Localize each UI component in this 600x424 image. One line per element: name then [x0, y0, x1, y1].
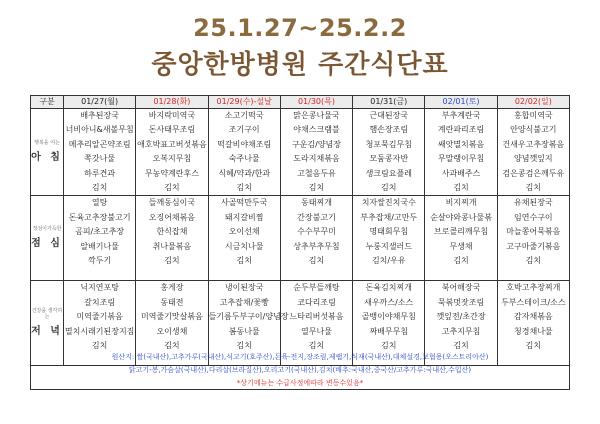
menu-cell — [353, 109, 425, 196]
dish-item: 동태전 — [160, 297, 184, 307]
dish-item: 들기름두부구이/양념장 — [208, 312, 289, 322]
dish-item: 김치 — [381, 182, 397, 192]
dish-item: 무농약계란후스 — [144, 168, 199, 178]
meal-tagline: 건강을 생각하는 — [31, 308, 63, 321]
dish-item: 모둠콩자반 — [369, 154, 409, 164]
dish-item: 계란파리조림 — [437, 125, 485, 135]
dish-item: 조기구이 — [228, 125, 260, 135]
menu-cell — [280, 196, 352, 281]
dish-item: 김치 — [453, 182, 469, 192]
day-header: 01/30(목) — [280, 96, 352, 109]
dish-item: 코다리조림 — [297, 297, 336, 307]
dish-item: 상추부추무침 — [293, 241, 340, 251]
origin-line-1: 원산지: 쌀(국내산),고추가루(국내산),식고기(호주산),돈육-전지,장조림,제랩기,식재(국내산),대체설경,보협용(오스트리아산) — [111, 353, 489, 361]
dish-item: 열탕 — [91, 198, 108, 208]
dish-item: 소고기떡국 — [224, 111, 264, 120]
dish-item: 짜배무무침 — [369, 326, 409, 336]
dish-item: 사과배주스 — [441, 168, 481, 178]
dish-item: 고철음두유 — [297, 168, 336, 178]
dish-item: 돈사태무조림 — [148, 125, 196, 135]
dish-item: 깻잎전/초간장 — [436, 312, 486, 322]
lunch-row — [31, 196, 570, 281]
lunch-label — [31, 196, 64, 281]
dish-item: 취나물볶음 — [152, 241, 192, 251]
dish-item: 맑은콩나물국 — [293, 111, 340, 120]
dish-item: 부추잡채/고만두 — [360, 212, 418, 222]
dish-item: 고추지무침 — [441, 326, 481, 336]
dish-item: 순두부들깨탕 — [293, 283, 340, 293]
menu-cell — [64, 196, 136, 281]
dish-item: 생크림요플레 — [365, 168, 412, 178]
dish-item: 곰피/초고추장 — [75, 227, 125, 237]
dish-item: 고추잡채/꽃빵 — [219, 297, 269, 307]
dish-item: 식혜/약과/한과 — [218, 168, 271, 178]
dish-item: 구운김/양념장 — [291, 139, 342, 149]
dish-item: 청포묵김무침 — [365, 139, 412, 149]
day-header: 01/27(월) — [64, 96, 136, 109]
day-header: 02/02(일) — [497, 96, 569, 109]
dish-item: 검은콩검은깨두유 — [502, 168, 565, 178]
dish-item: 누룽지샐러드 — [365, 241, 412, 251]
dish-item: 안양식불고기 — [510, 125, 557, 135]
day-header: 01/28(화) — [136, 96, 208, 109]
dish-item: 김치 — [164, 340, 180, 350]
dish-item: 김치 — [236, 255, 252, 265]
menu-cell — [136, 196, 208, 281]
dish-item: 햄손장조림 — [369, 125, 409, 135]
dish-item: 치자쌀진치국수 — [361, 198, 416, 208]
dish-item: 김치 — [308, 340, 325, 350]
dish-item: 마늘쫑어묵볶음 — [506, 227, 561, 237]
dish-item: 메추리알곤약조림 — [68, 139, 131, 149]
dish-item: 깍두기 — [88, 255, 112, 265]
dish-item: 청경채나물 — [514, 326, 553, 336]
dish-item: 김치 — [236, 182, 252, 192]
dish-item: 미역줄기볶음 — [76, 312, 123, 322]
dish-item: 브로콜리깨무침 — [433, 227, 489, 237]
dish-item: 쌔앗멸치볶음 — [437, 139, 485, 149]
dish-item: 순살야와콩나물볶 — [430, 212, 492, 222]
dish-item: 시금치나물 — [224, 241, 264, 251]
dish-item: 호박고추장찌개 — [506, 283, 561, 293]
dish-item: 근대된장국 — [369, 111, 409, 120]
dish-item: 김치 — [525, 255, 542, 265]
menu-cell — [425, 109, 497, 196]
dish-item: 홍합미역국 — [514, 111, 553, 120]
day-header: 02/01(토) — [425, 96, 497, 109]
menu-cell — [280, 109, 352, 196]
dish-item: 동태찌개 — [301, 198, 332, 208]
dish-item: 김치 — [525, 182, 542, 192]
dish-item: 애호박표고버섯볶음 — [137, 139, 207, 149]
dish-item: 김치 — [453, 255, 469, 265]
dish-item: 알배기나물 — [80, 241, 119, 251]
dish-item: 무생채 — [449, 241, 473, 251]
corner-header: 구분 — [31, 96, 64, 109]
dish-item: 간장불고기 — [297, 212, 336, 222]
dish-item: 돈육김치찌개 — [365, 283, 412, 293]
dish-item: 느타리버섯볶음 — [289, 312, 344, 322]
dish-item: 오징어채볶음 — [148, 212, 196, 222]
dish-item: 홍게장 — [160, 283, 184, 293]
day-header-row — [31, 96, 570, 109]
menu-cell — [208, 196, 280, 281]
breakfast-row — [31, 109, 570, 196]
origin-line-2: 닭고기-봉,가슴살(국내산),다리살(브라질산),오리고기(국내산),김치(배추:국내산,중국산/고추가루:국내산,수입산) — [128, 366, 472, 374]
dish-item: 너비아니&새볼무침 — [65, 125, 134, 135]
dish-item: 돈육고추장불고기 — [68, 212, 131, 222]
dish-item: 야채스크램블 — [293, 125, 340, 135]
dish-item: 묵볶멋잣조림 — [437, 297, 485, 307]
dish-item: 숙주나물 — [228, 154, 260, 164]
dish-item: 두부스테이크/소스 — [501, 297, 566, 307]
dish-item: 배추된장국 — [80, 111, 119, 120]
dish-item: 수수부꾸미 — [297, 227, 336, 237]
dish-item: 고구마줄기볶음 — [506, 241, 561, 251]
menu-title: 중앙한방병원 주간식단표 — [151, 50, 449, 80]
menu-period: 25.1.27~25.2.2 — [193, 14, 407, 42]
meal-name: 저 녁 — [31, 326, 63, 338]
dish-item: 열무나물 — [301, 326, 332, 336]
dish-item: 김치 — [236, 340, 252, 350]
dish-item: 김치 — [91, 182, 108, 192]
dish-item: 김치 — [525, 340, 542, 350]
dish-item: 오이생채 — [156, 326, 188, 336]
dish-item: 봄동나물 — [228, 326, 260, 336]
meal-tagline: 정성이가득한 — [32, 226, 62, 233]
dish-item: 미역줄기맛살볶음 — [141, 312, 203, 322]
dish-item: 갈치조림 — [84, 297, 116, 307]
menu-cell — [497, 196, 569, 281]
weekly-menu-table — [30, 95, 570, 366]
change-notice: *상기메뉴는 수급사정에따라 변동수있음* — [236, 379, 364, 387]
dish-item: 김치 — [453, 340, 469, 350]
meal-name: 점 심 — [31, 238, 63, 250]
dish-item: 골뱅이야채무침 — [361, 312, 416, 322]
dish-item: 도라지채볶음 — [293, 154, 340, 164]
dish-item: 김치 — [381, 340, 397, 350]
meal-tagline: 행복을 여는 — [34, 140, 60, 147]
menu-cell — [353, 196, 425, 281]
origin-info — [30, 346, 570, 390]
dish-item: 부추계란국 — [441, 111, 481, 120]
dish-item: 임연수구이 — [514, 212, 553, 222]
dish-item: 쪽갓나물 — [84, 154, 116, 164]
dish-item: 오복지무침 — [152, 154, 192, 164]
menu-cell — [497, 109, 569, 196]
day-header: 01/29(수)-설날 — [208, 96, 280, 109]
dish-item: 감자채볶음 — [514, 312, 553, 322]
dish-item: 유채된장국 — [514, 198, 553, 208]
dish-item: 멸치시래기된장지짐 — [64, 326, 135, 336]
dish-item: 바지락미역국 — [148, 111, 196, 120]
dish-item: 닉지연포탕 — [80, 283, 119, 293]
dish-item: 새우까스/소스 — [364, 297, 414, 307]
dish-item: 김치 — [164, 182, 180, 192]
dish-item: 김치 — [308, 255, 325, 265]
dish-item: 무말랭이무침 — [437, 154, 485, 164]
meal-name: 아 침 — [31, 152, 63, 164]
dish-item: 비지찌개 — [445, 198, 477, 208]
menu-cell — [208, 109, 280, 196]
dish-item: 냉이된장국 — [224, 283, 264, 293]
breakfast-label — [31, 109, 64, 196]
day-header: 01/31(금) — [353, 96, 425, 109]
dish-item: 양념깻잎지 — [514, 154, 553, 164]
dish-item: 들깨동심이국 — [148, 198, 196, 208]
menu-cell — [64, 109, 136, 196]
dish-item: 김치 — [91, 340, 108, 350]
dish-item: 김치/우유 — [371, 255, 406, 265]
dish-item: 김치 — [308, 182, 325, 192]
dish-item: 김치 — [164, 255, 180, 265]
dish-item: 돼지갈비찜 — [224, 212, 264, 222]
dish-item: 한식잡채 — [156, 227, 188, 237]
dish-item: 북어해장국 — [441, 283, 481, 293]
dish-item: 하루견과 — [84, 168, 116, 178]
dish-item: 건새우고추장볶음 — [502, 139, 565, 149]
dish-item: 명태회무침 — [369, 227, 409, 237]
dish-item: 떡갈비야채조림 — [217, 139, 272, 149]
dish-item: 오이선채 — [228, 227, 260, 237]
menu-cell — [425, 196, 497, 281]
dish-item: 사골떡만두국 — [221, 198, 268, 208]
menu-cell — [136, 109, 208, 196]
